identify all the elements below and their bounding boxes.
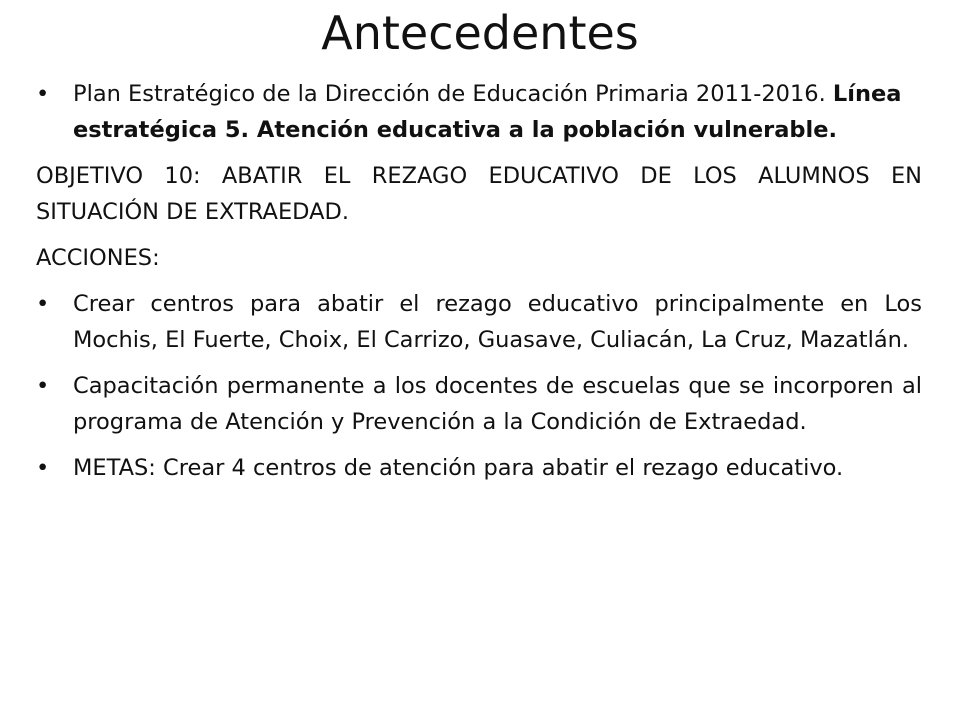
- plan-paragraph: [36, 76, 922, 148]
- bullet-icon: •: [36, 291, 50, 317]
- action-item: [36, 368, 922, 440]
- plan-bold-text: Línea estratégica 5. Atención educativa a la población vulnerable.: [73, 81, 902, 143]
- action-item-text: Capacitación permanente a los docentes de escuelas que se incorporen al programa de Atención y Prevención a la Condición de Extraedad.: [73, 373, 922, 435]
- bullet-icon: •: [36, 373, 50, 399]
- action-item: [36, 286, 922, 358]
- bullet-icon: •: [36, 81, 50, 107]
- action-item-text: Crear centros para abatir el rezago educativo principalmente en Los Mochis, El Fuerte, Choix, El Carrizo, Guasave, Culiacán, La Cruz, Mazatlán.: [73, 291, 922, 353]
- objetivo-paragraph: OBJETIVO 10: ABATIR EL REZAGO EDUCATIVO DE LOS ALUMNOS EN SITUACIÓN DE EXTRAEDAD.: [36, 163, 922, 225]
- slide-title: Antecedentes: [321, 6, 639, 60]
- slide-body: [36, 76, 922, 496]
- action-item: [36, 450, 922, 486]
- bullet-icon: •: [36, 455, 50, 481]
- action-item-text: METAS: Crear 4 centros de atención para abatir el rezago educativo.: [73, 455, 844, 481]
- plan-text: Plan Estratégico de la Dirección de Educación Primaria 2011-2016.: [73, 81, 833, 107]
- acciones-label: ACCIONES:: [36, 245, 160, 271]
